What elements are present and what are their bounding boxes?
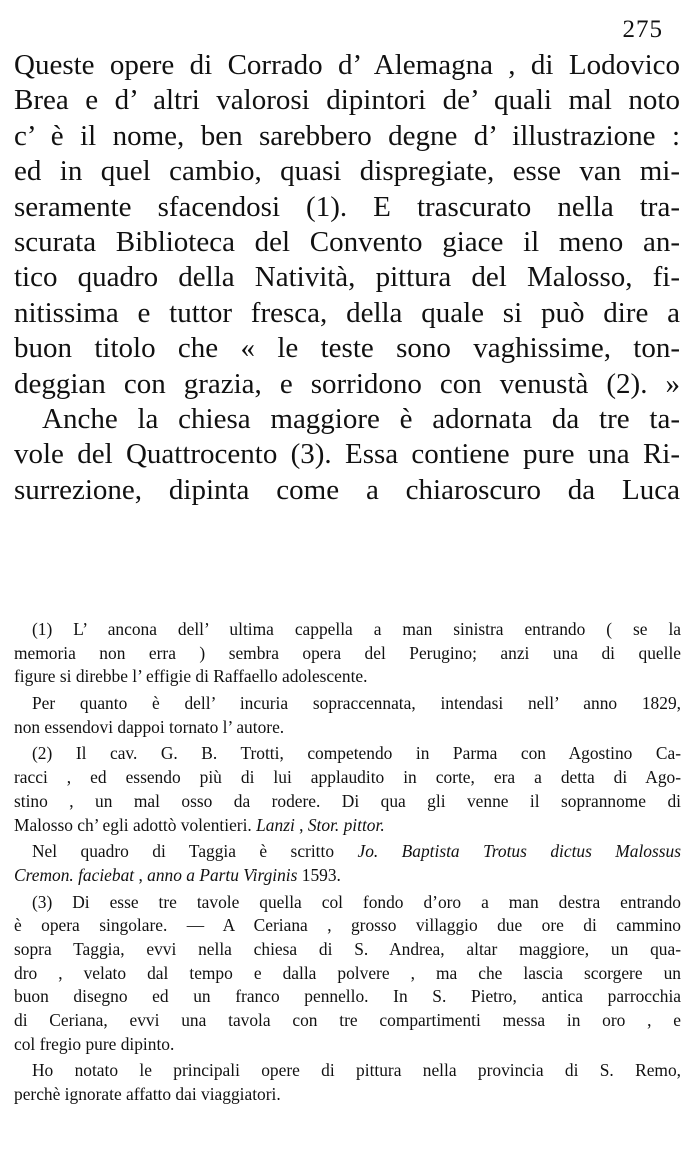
footnote-3-line: dro , velato dal tempo e dalla polvere , ma che lascia scorgere un — [14, 962, 681, 983]
main-text-block — [14, 48, 680, 508]
main-text-line: ed in quel cambio, quasi dispregiate, esse van mi- — [14, 155, 680, 188]
footnote-3-line: (3) Di esse tre tavole quella col fondo d’oro a man destra entrando — [32, 891, 681, 912]
footnote-3-line: di Ceriana, evvi una tavola con tre compartimenti messa in oro , e — [14, 1010, 681, 1030]
footnote-2-addendum-line — [14, 840, 681, 864]
main-text-line: tico quadro della Natività, pittura del Malosso, fi- — [14, 261, 680, 294]
footnote-1-line: memoria non erra ) sembra opera del Perugino; anzi una di quelle — [14, 642, 681, 663]
footnote-3-line: è opera singolare. — A Ceriana , grosso villaggio due ore di cammino — [14, 915, 681, 936]
footnote-2-line: racci , ed essendo più di lui applaudito in corte, era a detta di Ago- — [14, 767, 681, 788]
footnote-2-line: stino , un mal osso da rodere. Di qua gli venne il soprannome di — [14, 790, 681, 811]
inscription-text: anno a Partu Virginis — [147, 864, 298, 885]
citation-author: Lanzi — [256, 814, 295, 835]
main-text-line: buon titolo che « le teste sono vaghissime, ton- — [14, 332, 680, 365]
footnote-2-addendum-line — [14, 864, 681, 888]
footnote-2-text: Malosso ch’ egli adottò volentieri. — [14, 814, 252, 835]
main-text-line: deggian con grazia, e sorridono con venustà (2). » — [14, 367, 680, 400]
page-number: 275 — [622, 16, 663, 43]
addendum-prefix: Nel quadro di Taggia è scritto — [32, 841, 335, 862]
footnote-3-line: sopra Taggia, evvi nella chiesa di S. Andrea, altar maggiore, un qua- — [14, 938, 681, 959]
footnote-3-line: col fregio pure dipinto. — [14, 1033, 175, 1054]
footnote-1-addendum-line: Per quanto è dell’ incuria sopraccennata, intendasi nell’ anno 1829, — [32, 693, 681, 714]
main-text-line: c’ è il nome, ben sarebbero degne d’ illustrazione : — [14, 119, 680, 152]
citation-work: Stor. pittor. — [307, 814, 385, 835]
footnote-2-line: (2) Il cav. G. B. Trotti, competendo in Parma con Agostino Ca- — [32, 743, 681, 764]
main-text-line: vole del Quattrocento (3). Essa contiene pure una Ri- — [14, 438, 680, 471]
footnote-2-citation-line — [14, 814, 681, 838]
main-text-line: surrezione, dipinta come a chiaroscuro da Luca — [14, 473, 680, 506]
main-text-line: seramente sfacendosi (1). E trascurato nella tra- — [14, 190, 680, 223]
main-text-line: scurata Biblioteca del Convento giace il meno an- — [14, 225, 680, 258]
inscription-text: Jo. Baptista Trotus dictus Malossus — [357, 841, 681, 862]
footnote-3-addendum-line: Ho notato le principali opere di pittura nella provincia di S. Remo, — [32, 1060, 681, 1081]
main-text-line: Queste opere di Corrado d’ Alemagna , di Lodovico — [14, 49, 680, 81]
footnote-1-addendum-line: non essendovi dappoi tornato l’ autore. — [14, 716, 285, 737]
footnotes-block — [14, 618, 681, 1107]
footnote-3-line: buon disegno ed un franco pennello. In S. Pietro, antica parrocchia — [14, 986, 681, 1007]
footnote-1-line: (1) L’ ancona dell’ ultima cappella a man sinistra entrando ( se la — [32, 619, 681, 639]
main-text-line: nitissima e tuttor fresca, della quale si può dire a — [14, 296, 680, 329]
main-text-line: Brea e d’ altri valorosi dipintori de’ quali mal noto — [14, 84, 680, 117]
footnote-3-addendum-line: perchè ignorate affatto dai viaggiatori. — [14, 1084, 281, 1105]
inscription-text: Cremon. faciebat — [14, 864, 135, 885]
footnote-1-line: figure si direbbe l’ effigie di Raffaello adolescente. — [14, 666, 368, 687]
inscription-year: 1593. — [297, 864, 341, 885]
main-text-line: Anche la chiesa maggiore è adornata da tre ta- — [42, 402, 680, 435]
inscription-separator: , — [134, 864, 148, 885]
citation-separator: , — [294, 814, 308, 835]
